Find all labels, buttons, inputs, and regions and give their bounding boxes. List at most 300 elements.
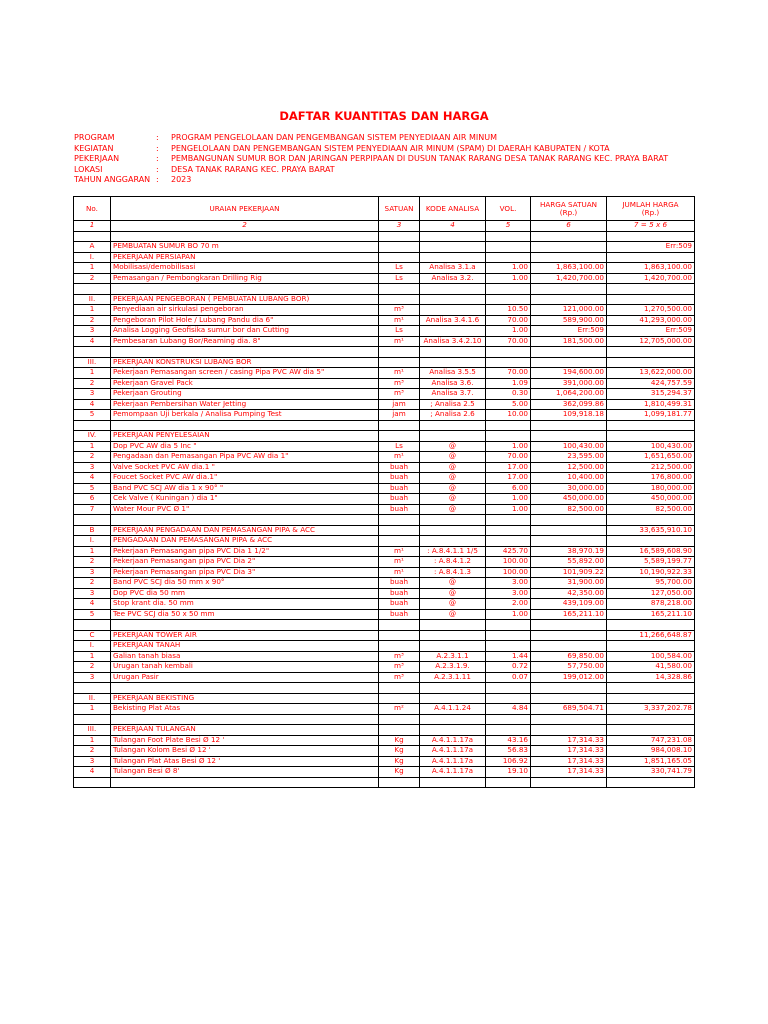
table-cell: 984,008.10	[607, 746, 695, 757]
table-cell: 100,584.00	[607, 651, 695, 662]
table-cell: 101,909.22	[531, 567, 607, 578]
table-cell: 878,218.00	[607, 599, 695, 610]
table-cell	[531, 347, 607, 358]
table-cell: 2	[74, 378, 111, 389]
table-cell: @	[420, 578, 486, 589]
table-row	[74, 536, 695, 547]
table-cell: III.	[74, 357, 111, 368]
table-cell: Analisa 3.6.	[420, 378, 486, 389]
table-cell	[531, 252, 607, 263]
table-cell	[420, 326, 486, 337]
table-cell: m³	[379, 378, 420, 389]
table-cell	[111, 515, 379, 526]
table-cell: m¹	[379, 557, 420, 568]
column-index-row	[74, 221, 695, 232]
table-cell: Urugan Pasir	[111, 672, 379, 683]
table-cell	[486, 284, 531, 295]
table-cell: Pembesaran Lubang Bor/Reaming dia. 8"	[111, 336, 379, 347]
table-cell: I.	[74, 252, 111, 263]
table-cell: 55,892.00	[531, 557, 607, 568]
table-row	[74, 273, 695, 284]
table-cell: 70.00	[486, 315, 531, 326]
table-cell: 17.00	[486, 473, 531, 484]
table-cell: 4	[74, 767, 111, 778]
table-row	[74, 231, 695, 242]
table-cell	[531, 630, 607, 641]
table-cell	[607, 420, 695, 431]
table-cell	[379, 420, 420, 431]
table-cell: A	[74, 242, 111, 253]
table-cell: 57,750.00	[531, 662, 607, 673]
table-cell: Kg	[379, 767, 420, 778]
table-cell: 11,266,648.87	[607, 630, 695, 641]
table-cell: 30,000.00	[531, 483, 607, 494]
table-cell: Bekisting Plat Atas	[111, 704, 379, 715]
table-cell: 330,741.79	[607, 767, 695, 778]
table-cell	[420, 431, 486, 442]
table-row	[74, 609, 695, 620]
info-label: KEGIATAN	[74, 143, 114, 153]
table-cell: buah	[379, 588, 420, 599]
table-cell: PEMBUATAN SUMUR BO 70 m	[111, 242, 379, 253]
table-cell: 450,000.00	[607, 494, 695, 505]
table-cell: Analisa 3.4.1.6	[420, 315, 486, 326]
table-cell	[420, 515, 486, 526]
table-cell: 56.83	[486, 746, 531, 757]
table-cell	[379, 515, 420, 526]
table-cell	[111, 777, 379, 788]
table-cell	[74, 777, 111, 788]
table-cell: m²	[379, 704, 420, 715]
table-cell	[486, 536, 531, 547]
table-row	[74, 693, 695, 704]
table-cell	[74, 420, 111, 431]
table-cell: 41,580.00	[607, 662, 695, 673]
table-cell: 3	[74, 462, 111, 473]
table-cell: Tulangan Foot Plate Besi Ø 12 '	[111, 735, 379, 746]
table-row	[74, 588, 695, 599]
table-cell: 3	[74, 567, 111, 578]
table-cell	[111, 420, 379, 431]
table-cell: 3	[74, 389, 111, 400]
table-cell: 1.09	[486, 378, 531, 389]
table-row	[74, 242, 695, 253]
table-cell: 2	[74, 452, 111, 463]
table-cell: 42,350.00	[531, 588, 607, 599]
table-cell: III.	[74, 725, 111, 736]
table-cell: C	[74, 630, 111, 641]
info-row	[74, 154, 668, 165]
table-cell: 1,651,650.00	[607, 452, 695, 463]
table-cell: Analisa 3.4.2.10	[420, 336, 486, 347]
table-cell: Dop PVC dia 50 mm	[111, 588, 379, 599]
table-cell: 1.44	[486, 651, 531, 662]
page-title: DAFTAR KUANTITAS DAN HARGA	[279, 109, 489, 123]
table-cell: Tulangan Plat Atas Besi Ø 12 '	[111, 756, 379, 767]
table-row	[74, 630, 695, 641]
table-cell: 1,863,100.00	[607, 263, 695, 274]
table-cell: Water Mour PVC Ø 1"	[111, 504, 379, 515]
table-cell: 165,211.10	[607, 609, 695, 620]
table-cell	[486, 525, 531, 536]
table-cell: 3	[74, 326, 111, 337]
table-cell	[531, 714, 607, 725]
table-cell: 100,430.00	[607, 441, 695, 452]
table-cell: 13,622,000.00	[607, 368, 695, 379]
table-cell	[531, 420, 607, 431]
column-index-cell: 1	[74, 221, 111, 232]
table-cell	[607, 284, 695, 295]
info-row	[74, 165, 668, 176]
table-cell: 127,050.00	[607, 588, 695, 599]
table-cell: 16,589,608.90	[607, 546, 695, 557]
table-cell	[531, 294, 607, 305]
table-cell	[486, 347, 531, 358]
table-cell	[486, 357, 531, 368]
table-cell: 4	[74, 473, 111, 484]
table-cell: 3.00	[486, 578, 531, 589]
table-cell	[607, 536, 695, 547]
table-cell	[379, 630, 420, 641]
table-cell	[486, 231, 531, 242]
table-cell: buah	[379, 494, 420, 505]
table-cell	[486, 630, 531, 641]
table-cell: 31,900.00	[531, 578, 607, 589]
table-cell: @	[420, 609, 486, 620]
table-cell	[486, 242, 531, 253]
table-cell: @	[420, 452, 486, 463]
table-cell: m¹	[379, 315, 420, 326]
table-cell: 1.00	[486, 494, 531, 505]
table-cell: Analisa 3.5.5	[420, 368, 486, 379]
table-cell: A.2.3.1.1	[420, 651, 486, 662]
table-cell: @	[420, 504, 486, 515]
table-cell: m³	[379, 672, 420, 683]
table-cell	[379, 714, 420, 725]
table-cell: IV.	[74, 431, 111, 442]
table-cell: 82,500.00	[607, 504, 695, 515]
table-cell	[74, 231, 111, 242]
table-row	[74, 305, 695, 316]
table-cell	[379, 525, 420, 536]
table-cell: PEKERJAAN PENYELESAIAN	[111, 431, 379, 442]
column-header: VOL.	[486, 197, 531, 221]
table-cell: 19.10	[486, 767, 531, 778]
table-cell	[486, 714, 531, 725]
table-cell: 10.50	[486, 305, 531, 316]
table-cell: Band PVC SCJ dia 50 mm x 90°	[111, 578, 379, 589]
table-cell: m¹	[379, 336, 420, 347]
table-cell	[74, 620, 111, 631]
table-cell: 176,800.00	[607, 473, 695, 484]
table-cell	[607, 357, 695, 368]
table-cell	[74, 515, 111, 526]
column-index-cell: 6	[531, 221, 607, 232]
table-cell: Band PVC SCJ AW dia 1 x 90° "	[111, 483, 379, 494]
table-cell: @	[420, 588, 486, 599]
table-cell: 1,270,500.00	[607, 305, 695, 316]
table-cell: 5	[74, 410, 111, 421]
table-cell: 5	[74, 609, 111, 620]
table-cell: Foucet Socket PVC AW dia.1"	[111, 473, 379, 484]
table-cell: 1.00	[486, 609, 531, 620]
table-row	[74, 504, 695, 515]
table-cell: Err:509	[607, 242, 695, 253]
table-row	[74, 378, 695, 389]
table-cell	[379, 693, 420, 704]
table-cell	[486, 515, 531, 526]
table-cell: m¹	[379, 368, 420, 379]
info-separator: :	[156, 175, 159, 184]
table-cell: 1,863,100.00	[531, 263, 607, 274]
table-cell	[74, 714, 111, 725]
table-cell: Pengeboran Pilot Hole / Lubang Pandu dia 6"	[111, 315, 379, 326]
table-cell	[531, 777, 607, 788]
table-cell: Tulangan Kolom Besi Ø 12 '	[111, 746, 379, 757]
table-cell: 391,000.00	[531, 378, 607, 389]
table-cell: 7	[74, 504, 111, 515]
info-separator: :	[156, 133, 159, 142]
info-separator: :	[156, 164, 159, 174]
table-row	[74, 326, 695, 337]
table-cell: Pekerjaan Pembersihan Water Jetting	[111, 399, 379, 410]
table-cell	[531, 725, 607, 736]
table-row	[74, 399, 695, 410]
table-cell: PEKERJAAN BEKISTING	[111, 693, 379, 704]
table-cell: 180,000.00	[607, 483, 695, 494]
table-cell: : A.8.4.1.3	[420, 567, 486, 578]
table-row	[74, 368, 695, 379]
column-index-cell: 4	[420, 221, 486, 232]
table-cell: ; Analisa 2.5	[420, 399, 486, 410]
table-cell	[420, 294, 486, 305]
table-cell: 2	[74, 746, 111, 757]
table-row	[74, 294, 695, 305]
table-cell: 100.00	[486, 567, 531, 578]
table-cell: Err:509	[607, 326, 695, 337]
table-cell: PEKERJAAN PENGADAAN DAN PEMASANGAN PIPA & ACC	[111, 525, 379, 536]
table-cell: Tee PVC SCJ dia 50 x 50 mm	[111, 609, 379, 620]
table-cell: Mobilisasi/demobilisasi	[111, 263, 379, 274]
table-row	[74, 494, 695, 505]
table-row	[74, 777, 695, 788]
table-row	[74, 389, 695, 400]
table-cell: 1	[74, 441, 111, 452]
table-cell	[607, 231, 695, 242]
table-cell	[531, 284, 607, 295]
table-cell: m³	[379, 389, 420, 400]
table-cell: 4	[74, 599, 111, 610]
table-cell	[607, 431, 695, 442]
table-cell: 589,900.00	[531, 315, 607, 326]
table-cell	[379, 431, 420, 442]
table-cell	[420, 777, 486, 788]
table-cell: Valve Socket PVC AW dia.1 "	[111, 462, 379, 473]
table-cell: A.4.1.1.17a	[420, 767, 486, 778]
table-cell: 0.72	[486, 662, 531, 673]
table-row	[74, 315, 695, 326]
column-header: No.	[74, 197, 111, 221]
table-cell	[486, 693, 531, 704]
column-header: KODE ANALISA	[420, 197, 486, 221]
table-cell: buah	[379, 462, 420, 473]
table-cell: 1.00	[486, 504, 531, 515]
table-cell: Ls	[379, 326, 420, 337]
table-cell: 1,064,200.00	[531, 389, 607, 400]
table-header	[74, 197, 695, 221]
table-cell: Pemasangan / Pembongkaran Drilling Rig	[111, 273, 379, 284]
table-cell	[531, 431, 607, 442]
table-cell	[486, 777, 531, 788]
table-cell	[420, 357, 486, 368]
table-cell: Pekerjaan Pemasangan pipa PVC Dia 1 1/2"	[111, 546, 379, 557]
table-cell: 315,294.37	[607, 389, 695, 400]
table-row	[74, 410, 695, 421]
table-cell: PEKERJAAN TOWER AIR	[111, 630, 379, 641]
table-cell	[379, 284, 420, 295]
table-cell	[111, 683, 379, 694]
info-separator: :	[156, 154, 159, 163]
table-cell	[379, 347, 420, 358]
table-cell: Pemompaan Uji berkala / Analisa Pumping Test	[111, 410, 379, 421]
table-cell	[486, 252, 531, 263]
column-header: SATUAN	[379, 197, 420, 221]
table-cell: 212,500.00	[607, 462, 695, 473]
table-cell	[531, 683, 607, 694]
table-cell: 450,000.00	[531, 494, 607, 505]
table-cell	[420, 420, 486, 431]
table-cell: 6.00	[486, 483, 531, 494]
info-value: PROGRAM PENGELOLAAN DAN PENGEMBANGAN SISTEM PENYEDIAAN AIR MINUM	[171, 133, 497, 142]
table-cell: 2	[74, 315, 111, 326]
table-cell: 5,589,199.77	[607, 557, 695, 568]
table-row	[74, 473, 695, 484]
table-cell: 362,099.86	[531, 399, 607, 410]
table-cell: 2	[74, 557, 111, 568]
table-cell: 3.00	[486, 588, 531, 599]
table-cell	[531, 641, 607, 652]
table-cell: @	[420, 473, 486, 484]
table-cell	[420, 525, 486, 536]
table-cell	[379, 357, 420, 368]
table-cell: 38,970.19	[531, 546, 607, 557]
table-cell	[486, 420, 531, 431]
table-cell	[420, 693, 486, 704]
info-row	[74, 175, 668, 186]
table-cell	[607, 641, 695, 652]
table-cell	[379, 641, 420, 652]
table-cell: 1	[74, 651, 111, 662]
table-cell: 23,595.00	[531, 452, 607, 463]
table-cell: buah	[379, 504, 420, 515]
table-cell: m³	[379, 662, 420, 673]
table-cell: 1,851,165.05	[607, 756, 695, 767]
table-cell	[379, 242, 420, 253]
table-cell	[486, 641, 531, 652]
table-cell: 1.00	[486, 273, 531, 284]
table-row	[74, 357, 695, 368]
table-cell: buah	[379, 578, 420, 589]
table-cell: 1,420,700.00	[607, 273, 695, 284]
table-cell	[111, 714, 379, 725]
table-cell: 424,757.59	[607, 378, 695, 389]
table-cell: Tulangan Besi Ø 8'	[111, 767, 379, 778]
table-cell: jam	[379, 410, 420, 421]
table-cell: Pengadaan dan Pemasangan Pipa PVC AW dia 1"	[111, 452, 379, 463]
table-cell: buah	[379, 483, 420, 494]
table-row	[74, 767, 695, 778]
table-cell	[486, 620, 531, 631]
table-cell: 1.00	[486, 263, 531, 274]
table-row	[74, 546, 695, 557]
table-cell: 1,420,700.00	[531, 273, 607, 284]
quantity-price-table	[73, 196, 695, 788]
table-cell: 1.00	[486, 441, 531, 452]
table-cell: Analisa 3.7.	[420, 389, 486, 400]
table-cell	[531, 525, 607, 536]
table-cell	[531, 536, 607, 547]
table-cell: 2	[74, 578, 111, 589]
table-cell: 1,810,499.31	[607, 399, 695, 410]
table-cell: PEKERJAAN PERSIAPAN	[111, 252, 379, 263]
table-row	[74, 599, 695, 610]
table-row	[74, 704, 695, 715]
table-cell: Galian tanah biasa	[111, 651, 379, 662]
table-cell: ; Analisa 2.6	[420, 410, 486, 421]
table-row	[74, 483, 695, 494]
table-cell: 1.00	[486, 326, 531, 337]
table-cell	[379, 683, 420, 694]
table-cell: 12,500.00	[531, 462, 607, 473]
table-row	[74, 641, 695, 652]
table-cell: 17,314.33	[531, 767, 607, 778]
table-cell	[379, 777, 420, 788]
table-cell	[420, 305, 486, 316]
table-cell: I.	[74, 536, 111, 547]
table-row	[74, 252, 695, 263]
table-row	[74, 263, 695, 274]
table-cell: 2	[74, 662, 111, 673]
table-cell: 1	[74, 735, 111, 746]
table-cell: Dop PVC AW dia 5 Inc "	[111, 441, 379, 452]
table-row	[74, 557, 695, 568]
table-row	[74, 441, 695, 452]
table-cell: A.4.1.1.17a	[420, 756, 486, 767]
table-cell: B	[74, 525, 111, 536]
table-cell: 70.00	[486, 336, 531, 347]
info-value: PENGELOLAAN DAN PENGEMBANGAN SISTEM PENYEDIAAN AIR MINUM (SPAM) DI DAERAH KABUPATEN / KOTA	[171, 143, 610, 153]
table-cell	[420, 641, 486, 652]
table-cell	[74, 284, 111, 295]
table-cell	[379, 536, 420, 547]
table-cell: Kg	[379, 756, 420, 767]
table-cell	[607, 777, 695, 788]
table-cell: @	[420, 483, 486, 494]
table-cell: Urugan tanah kembali	[111, 662, 379, 673]
table-cell	[74, 683, 111, 694]
table-cell: 3,337,202.78	[607, 704, 695, 715]
table-cell	[531, 357, 607, 368]
table-cell	[531, 693, 607, 704]
table-cell: 106.92	[486, 756, 531, 767]
table-cell: m¹	[379, 452, 420, 463]
table-cell: 3	[74, 756, 111, 767]
table-cell	[379, 725, 420, 736]
table-cell: 14,328.86	[607, 672, 695, 683]
table-row	[74, 452, 695, 463]
table-cell: Penyediaan air sirkulasi pengeboran	[111, 305, 379, 316]
table-cell	[420, 347, 486, 358]
